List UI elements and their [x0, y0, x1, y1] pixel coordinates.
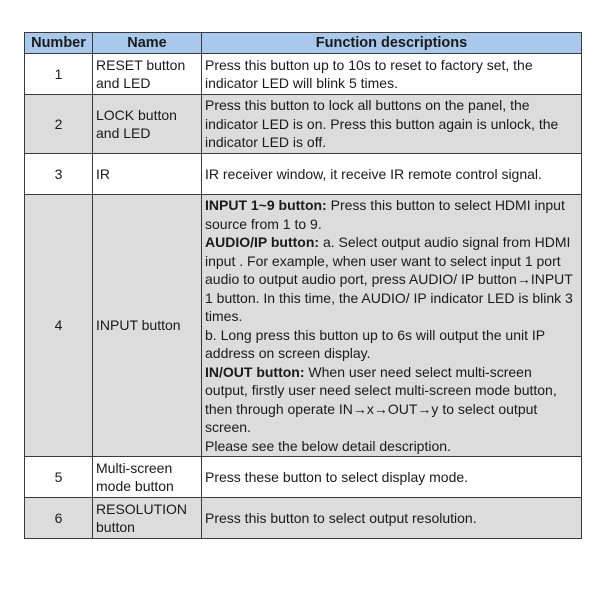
row-name: IR — [93, 154, 202, 195]
in-out-button-label: IN/OUT button: — [205, 363, 305, 380]
row-description — [202, 195, 582, 457]
row-number: 1 — [25, 54, 93, 95]
row-number: 5 — [25, 457, 93, 498]
table-row — [25, 95, 582, 154]
header-row — [25, 33, 582, 54]
row-description: Press these button to select display mode. — [202, 457, 582, 498]
row-number: 6 — [25, 498, 93, 539]
row-description: Press this button up to 10s to reset to factory set, the indicator LED will blink 5 times. — [202, 54, 582, 95]
row-description: IR receiver window, it receive IR remote control signal. — [202, 154, 582, 195]
function-table — [24, 32, 582, 539]
row-number: 2 — [25, 95, 93, 154]
row-name: RESOLUTION button — [93, 498, 202, 539]
table-row — [25, 498, 582, 539]
audio-ip-text-b: b. Long press this button up to 6s will output the unit IP address on screen display. — [205, 326, 545, 361]
audio-ip-text-a: a. Select output audio signal from HDMI input . For example, when user want to select input 1 port audio to output audio port, press AUDIO/ IP button→INPUT 1 button. In this time, the AUDIO/ IP indicator LED is blink 3 times. — [205, 234, 573, 324]
table-row — [25, 154, 582, 195]
table-row — [25, 195, 582, 457]
row-name: INPUT button — [93, 195, 202, 457]
input-button-label: INPUT 1~9 button: — [205, 197, 327, 213]
in-out-button-text: When user need select multi-screen output, firstly user need select multi-screen mode button, then through operate IN→x→OUT→y to select output screen. — [205, 363, 557, 435]
row-name: RESET button and LED — [93, 54, 202, 95]
table-row — [25, 54, 582, 95]
header-number: Number — [25, 33, 93, 54]
row-name: Multi-screen mode button — [93, 457, 202, 498]
header-function: Function descriptions — [202, 33, 582, 54]
row-number: 3 — [25, 154, 93, 195]
table-row — [25, 457, 582, 498]
see-below-note: Please see the below detail description. — [205, 437, 451, 454]
row-description: Press this button to select output resolution. — [202, 498, 582, 539]
input-button-text: Press this button to select HDMI input source from 1 to 9. — [205, 197, 565, 232]
audio-ip-button-label: AUDIO/IP button: — [205, 234, 320, 250]
row-description: Press this button to lock all buttons on the panel, the indicator LED is on. Press this button again is unlock, the indicator LED is off. — [202, 95, 582, 154]
header-name: Name — [93, 33, 202, 54]
row-name: LOCK button and LED — [93, 95, 202, 154]
row-number: 4 — [25, 195, 93, 457]
